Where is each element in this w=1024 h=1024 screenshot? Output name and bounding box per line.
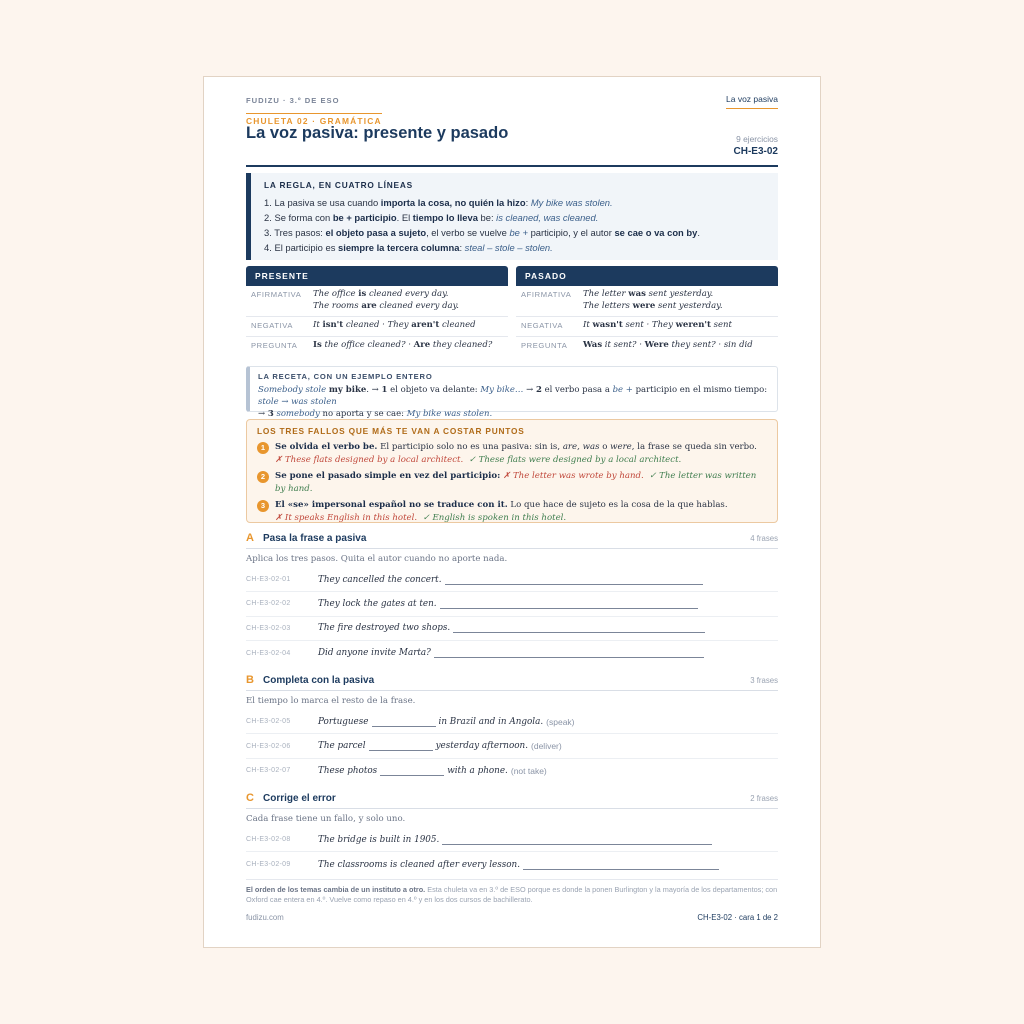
section-count: 3 frases [750,676,778,686]
table-row: NEGATIVA It isn't cleaned · They aren't cleaned [246,317,508,337]
rules-box [246,173,778,260]
receta-box [246,366,778,419]
rule-item: 4. El participio es siempre la tercera columna: steal – stole – stolen. [264,242,553,253]
section-letter: A [246,532,254,544]
section-count: 4 frases [750,534,778,543]
section-header [246,792,778,809]
table-row: AFIRMATIVA The letter was sent yesterday. The letters were sent yesterday. [516,286,778,317]
curriculum-note: El orden de los temas cambia de un instituto a otro. Esta chuleta va en 3.º de ESO porque es donde la ponen Burlington y la mayoría de los departamentos; con Oxford cae entera en 4.º. Vuelve como repaso en 4.º y en los dos cursos de bachillerato. [246,879,778,905]
exercise-id: CH-E3-02-02 [246,600,291,608]
section-b [246,674,778,783]
right-example: ✓ The letter was written by hand. [275,471,757,494]
number-badge: 3 [257,500,269,512]
table-presente [246,266,508,355]
section-description: Aplica los tres pasos. Quita el autor cuando no aporte nada. [246,554,508,564]
mistake-item: 3 El «se» impersonal español no se traduce con it. Lo que hace de sujeto es la cosa de la que hablas. ✗ It speaks English in this hotel. ✓ English is spoken in this hotel. [257,499,767,525]
header-divider [246,165,778,167]
table-heading: PRESENTE [246,266,508,286]
answer-blank[interactable] [440,599,698,609]
table-row: PREGUNTA Is the office cleaned? · Are they cleaned? [251,339,493,350]
verb-hint: (deliver) [531,741,562,752]
wrong-example: ✗ The letter was wrote by hand. [503,471,644,481]
right-example: ✓ These flats were designed by a local architect. [468,455,682,465]
exercise-row: CH-E3-02-09 The classrooms is cleaned after every lesson. [246,852,778,876]
section-title: Corrige el error [263,793,336,805]
section-description: Cada frase tiene un fallo, y solo uno. [246,814,406,825]
table-heading: PASADO [516,266,778,286]
rule-item: 2. Se forma con be + participio. El tiempo lo lleva be: is cleaned, was cleaned. [264,212,599,223]
page-footer [246,913,778,922]
exercise-row: CH-E3-02-07 These photos with a phone. (not take) [246,765,547,776]
verb-hint: (speak) [546,716,575,727]
receta-text: Somebody stole my bike. → 1 el objeto va delante: My bike… → 2 el verbo pasa a be + participio en el mismo tiempo: stole → was stolen → 3 somebody no aporta y se cae: My bike was stolen. [258,385,768,419]
section-description: El tiempo lo marca el resto de la frase. [246,696,416,707]
wrong-example: ✗ It speaks English in this hotel. [275,513,418,523]
answer-blank[interactable] [369,741,433,751]
receta-heading: LA RECETA, CON UN EJEMPLO ENTERO [258,372,433,381]
rule-item: 1. La pasiva se usa cuando importa la cosa, no quién la hizo: My bike was stolen. [264,197,613,208]
section-count: 2 frases [750,794,778,804]
common-mistakes-box [246,419,778,523]
exercise-row: CH-E3-02-05 Portuguese in Brazil and in Angola. (speak) [246,710,778,734]
exercise-row: CH-E3-02-02 They lock the gates at ten. [246,592,778,616]
exercise-row: CH-E3-02-08 The bridge is built in 1905. [246,828,778,852]
conjugation-tables [246,266,778,355]
rules-list [264,195,766,255]
answer-blank[interactable] [372,717,436,727]
exercise-row: CH-E3-02-04 Did anyone invite Marta? [246,641,778,665]
rules-heading: LA REGLA, EN CUATRO LÍNEAS [264,180,413,190]
answer-blank[interactable] [380,766,444,776]
section-header [246,674,778,691]
section-header [246,532,778,549]
verb-hint: (not take) [510,765,547,776]
section-letter: B [246,674,254,687]
table-row: AFIRMATIVA The office is cleaned every day. The rooms are cleaned every day. [246,286,508,317]
exercise-id: CH-E3-02-04 [246,649,291,657]
answer-blank[interactable] [523,860,719,870]
mistake-item: 2 Se pone el pasado simple en vez del participio: ✗ The letter was wrote by hand. ✓ The letter was written by hand. [257,470,767,496]
answer-blank[interactable] [445,575,703,585]
exercise-id: CH-E3-02-06 [246,742,291,750]
wrong-example: ✗ These flats designed by a local architect. [275,455,464,465]
section-title: Pasa la frase a pasiva [263,533,367,544]
table-row: NEGATIVA It wasn't sent · They weren't sent [516,317,778,337]
exercise-row: CH-E3-02-01 They cancelled the concert. [246,568,778,592]
answer-blank[interactable] [442,835,712,845]
exercise-id: CH-E3-02-03 [246,624,291,632]
exercise-id: CH-E3-02-07 [246,767,291,775]
page-header [246,77,778,165]
number-badge: 1 [257,442,269,454]
exercise-id: CH-E3-02-01 [246,576,291,584]
section-letter: C [246,792,254,805]
exercise-id: CH-E3-02-08 [246,836,291,844]
table-row: PREGUNTA Was it sent? · Were they sent? · sin did [521,339,753,350]
answer-blank[interactable] [453,623,705,633]
section-a [246,532,778,665]
mistake-item: 1 Se olvida el verbo be. El participio solo no es una pasiva: sin is, are, was o were, la frase se queda sin verbo. ✗ These flats designed by a local architect. ✓ These flats were designed by a local architect. [257,441,767,467]
sheet-code: CH-E3-02 [733,146,778,157]
exercise-count: 9 ejercicios [736,134,778,144]
answer-blank[interactable] [434,648,704,658]
site-link[interactable]: fudizu.com [246,913,284,922]
page-indicator: CH-E3-02 · cara 1 de 2 [697,913,778,922]
number-badge: 2 [257,471,269,483]
eyebrow: FUDIZU · 3.º DE ESO [246,96,340,105]
topic-label: La voz pasiva [726,94,778,109]
table-pasado [516,266,778,355]
exercise-row: CH-E3-02-03 The fire destroyed two shops. [246,617,778,641]
mistakes-heading: LOS TRES FALLOS QUE MÁS TE VAN A COSTAR PUNTOS [257,426,525,436]
worksheet-page [203,76,821,948]
rule-item: 3. Tres pasos: el objeto pasa a sujeto, el verbo se vuelve be + participio, y el autor se cae o va con by. [264,227,700,238]
kicker: CHULETA 02 · GRAMÁTICA [246,113,382,126]
exercise-row: CH-E3-02-06 The parcel yesterday afternoon. (deliver) [246,734,778,758]
section-title: Completa con la pasiva [263,675,375,687]
exercise-id: CH-E3-02-05 [246,718,291,726]
page-title: La voz pasiva: presente y pasado [246,124,509,142]
exercise-id: CH-E3-02-09 [246,861,291,869]
section-c [246,792,778,877]
right-example: ✓ English is spoken in this hotel. [422,513,567,523]
